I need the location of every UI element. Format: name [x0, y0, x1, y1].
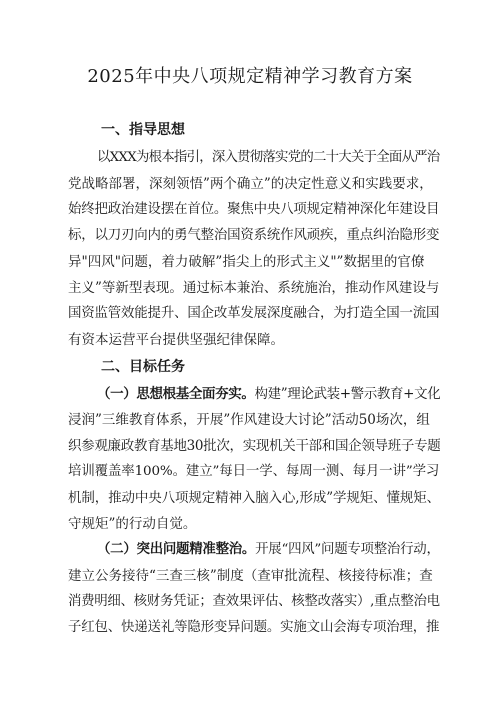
- paragraph: [68, 381, 440, 537]
- paragraph: [68, 145, 440, 353]
- paragraph-line: 国资监管效能提升、国企改革发展深度融合，为打造全国一流国: [68, 306, 440, 321]
- paragraph-line: 建立公务接待“三查三核”制度（查审批流程、核接待标准；查: [68, 568, 433, 584]
- paragraph-line: 主义”等新型表现。通过标本兼治、系统施治，推动作风建设与: [68, 280, 440, 296]
- document-title: 2025年中央八项规定精神学习教育方案: [87, 66, 413, 87]
- paragraph-lead: （二）突出问题精准整治。: [97, 542, 256, 557]
- paragraph-line: 有资本运营平台提供坚强纪律保障。: [68, 332, 284, 348]
- paragraph-line: 织参观廉政教育基地30批次，实现机关干部和国企领导班子专题: [68, 438, 440, 454]
- paragraph-line: 守规矩”的行动自觉。: [68, 516, 197, 532]
- paragraph-line: 标，以刀刃向内的勇气整治国资系统作风顽疾，重点纠治隐形变: [68, 228, 440, 243]
- paragraph-line: 培训覆盖率100%。建立”每日一学、每周一测、每月一讲”学习: [68, 464, 440, 479]
- paragraph-line: 机制，推动中央八项规定精神入脑入心,形成”学规矩、懂规矩、: [68, 490, 440, 506]
- paragraph-line: 始终把政治建设摆在首位。聚焦中央八项规定精神深化年建设目: [68, 202, 440, 217]
- section-heading: 二、目标任务: [101, 359, 185, 375]
- paragraph-text: 开展“四风”问题专项整治行动，: [255, 542, 440, 557]
- paragraph-line: 消费明细、核财务凭证；查效果评估、核整改落实）,重点整治电: [68, 594, 440, 609]
- paragraph-line: 异"四风"问题，着力破解”指尖上的形式主义"”数据里的官僚: [68, 254, 425, 270]
- paragraph-line: [68, 381, 440, 407]
- paragraph-text: 构建”理论武装+警示教育+文化: [254, 386, 440, 402]
- paragraph-line: 子红包、快递送礼等隐形变异问题。实施文山会海专项治理，推: [68, 620, 440, 635]
- paragraph-lead: （一）思想根基全面夯实。: [97, 386, 255, 402]
- section-heading: 一、指导思想: [101, 122, 185, 138]
- paragraph-line: 浸润”三维教育体系，开展”作风建设大讨论”活动50场次，组: [68, 412, 430, 428]
- paragraph-line: [68, 537, 440, 563]
- paragraph: [68, 537, 440, 641]
- paragraph-line: 党战略部署，深刻领悟”两个确立”的决定性意义和实践要求，: [68, 176, 433, 192]
- paragraph-line: 以XXX为根本指引，深入贯彻落实党的二十大关于全面从严治: [97, 150, 440, 165]
